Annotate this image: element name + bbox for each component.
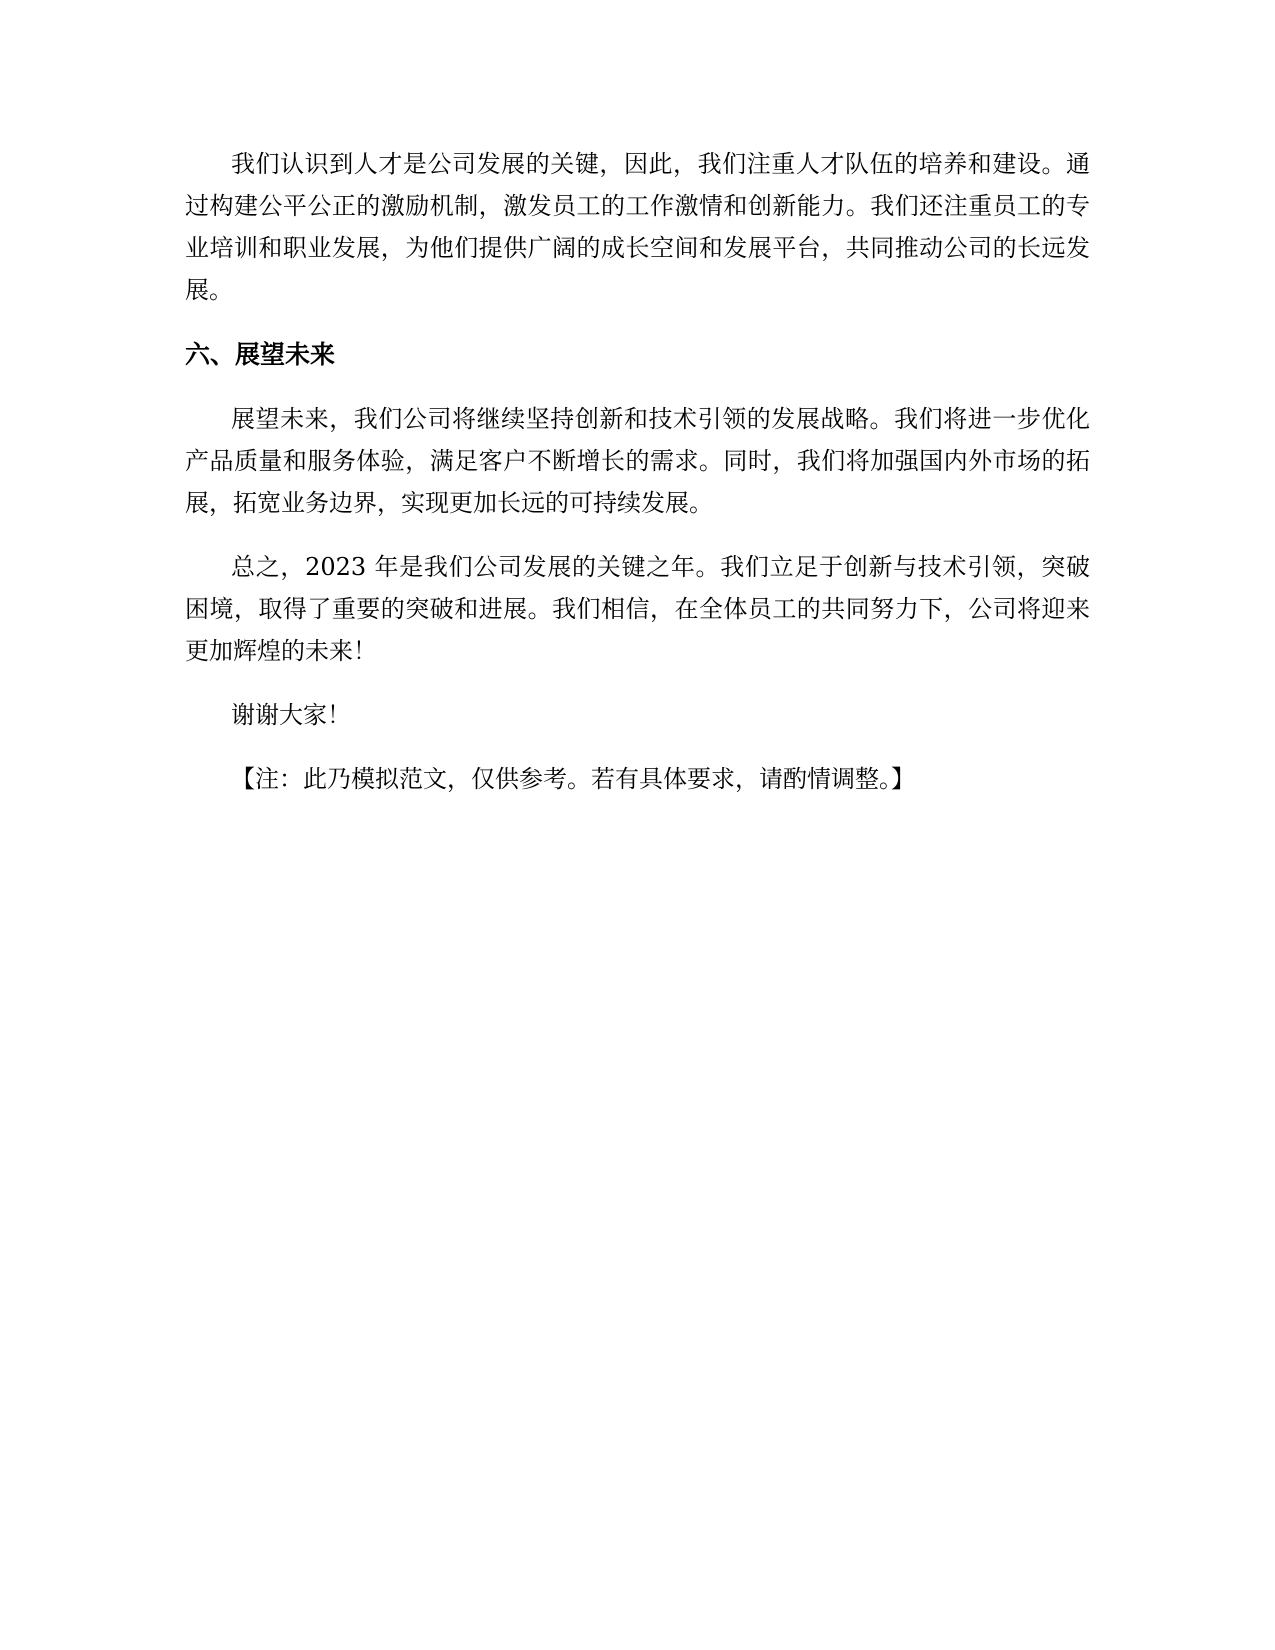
paragraph-conclusion: 总之，2023 年是我们公司发展的关键之年。我们立足于创新与技术引领，突破困境，取得了重要的突破和进展。我们相信，在全体员工的共同努力下，公司将迎来更加辉煌的未来！ — [185, 553, 1090, 665]
paragraph-talent: 我们认识到人才是公司发展的关键，因此，我们注重人才队伍的培养和建设。通过构建公平公正的激励机制，激发员工的工作激情和创新能力。我们还注重员工的专业培训和职业发展，为他们提供广阔的成长空间和发展平台，共同推动公司的长远发展。 — [185, 150, 1090, 304]
paragraph-future: 展望未来，我们公司将继续坚持创新和技术引领的发展战略。我们将进一步优化产品质量和服务体验，满足客户不断增长的需求。同时，我们将加强国内外市场的拓展，拓宽业务边界，实现更加长远的可持续发展。 — [185, 405, 1090, 517]
paragraph-thanks: 谢谢大家！ — [231, 701, 351, 729]
paragraph-note: 【注：此乃模拟范文，仅供参考。若有具体要求，请酌情调整。】 — [231, 765, 915, 793]
document-page — [185, 143, 1090, 800]
section-heading-future: 六、展望未来 — [185, 340, 336, 369]
